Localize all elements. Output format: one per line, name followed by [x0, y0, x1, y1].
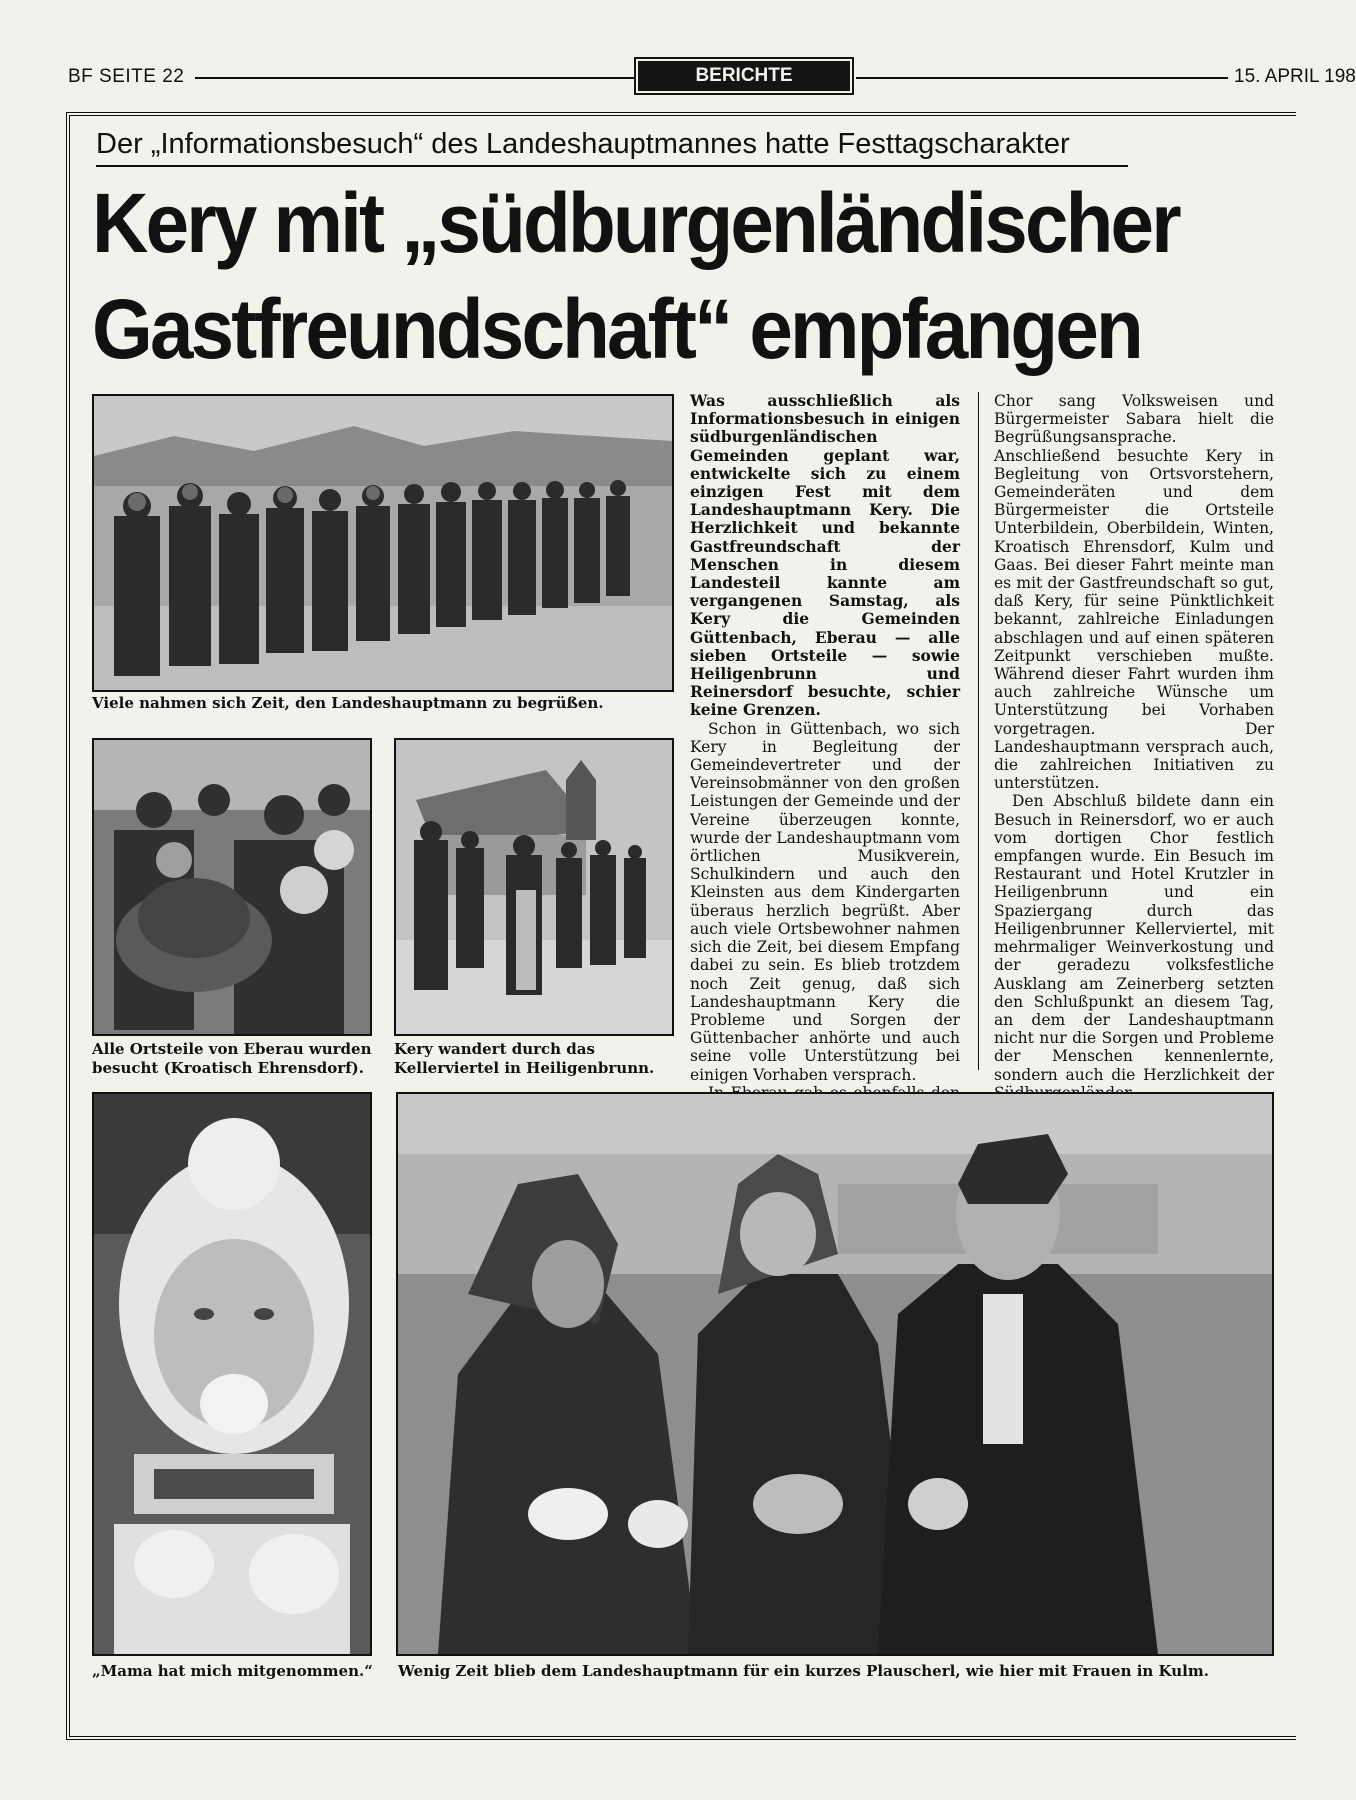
caption-crowd: Viele nahmen sich Zeit, den Landeshauptmann zu begrüßen.: [92, 694, 604, 712]
header-rule-right: [856, 77, 1228, 79]
article-paragraph: Schon in Güttenbach, wo sich Kery in Begleitung der Gemeindevertreter und der Vereinsobmänner von den großen Leistungen der Gemeinde und der Vereine überzeugen konnte, wurde der Landeshauptmann vom örtlichen Musikverein, Schulkindern und auch den Kleinsten aus dem Kindergarten überaus herzlich begrüßt. Aber auch viele Ortsbewohner nahmen sich die Zeit, bei diesem Empfang dabei zu sein. Es blieb trotzdem noch Zeit genug, daß sich Landeshauptmann Kery die Probleme und Sorgen der Güttenbacher anhörte und auch seine volle Unterstützung bei einigen Vorhaben versprach.: [690, 719, 960, 1084]
photo-baby: [92, 1092, 372, 1656]
article-column-2: [994, 392, 1274, 1102]
kicker-rule: [96, 165, 1128, 167]
caption-eberau: Alle Ortsteile von Eberau wurden besucht (Kroatisch Ehrensdorf).: [92, 1040, 372, 1077]
section-label: BERICHTE: [638, 61, 850, 91]
headline-line-2: Gastfreundschaft“ empfangen: [92, 282, 1141, 376]
article-paragraph: Chor sang Volksweisen und Bürgermeister Sabara hielt die Begrüßungsansprache. Anschließend besuchte Kery in Begleitung von Ortsvorstehern, Gemeinderäten und dem Bürgermeister die Ortsteile Unterbildein, Oberbildein, Winten, Kroatisch Ehrensdorf, Kulm und Gaas. Bei dieser Fahrt meinte man es mit der Gastfreundschaft so gut, daß Kery, für seine Pünktlichkeit bekannt, zahlreiche Einladungen abschlagen und auf einen späteren Zeitpunkt verschieben mußte. Während dieser Fahrt wurden ihm auch zahlreiche Wünsche um Unterstützung bei Vorhaben vorgetragen. Der Landeshauptmann versprach auch, die zahlreichen Initiativen zu unterstützen.: [994, 392, 1274, 793]
article-column-1: [690, 392, 960, 1175]
photo-kellerviertel: [394, 738, 674, 1036]
page-number: BF SEITE 22: [68, 66, 185, 87]
caption-kulm: Wenig Zeit blieb dem Landeshauptmann für ein kurzes Plauscherl, wie hier mit Frauen in Kulm.: [398, 1662, 1209, 1680]
caption-kellerviertel: Kery wandert durch das Kellerviertel in Heiligenbrunn.: [394, 1040, 655, 1077]
issue-date: 15. APRIL 198: [1234, 66, 1356, 87]
page-header: [68, 65, 1356, 96]
caption-baby: „Mama hat mich mitgenommen.“: [92, 1662, 373, 1680]
header-rule-left: [195, 77, 635, 79]
photo-kulm: [396, 1092, 1274, 1656]
headline-line-1: Kery mit „südburgenländischer: [92, 176, 1179, 270]
photo-crowd: [92, 394, 674, 692]
photo-eberau: [92, 738, 372, 1036]
kicker-line: Der „Informationsbesuch“ des Landeshauptmannes hatte Festtagscharakter: [96, 128, 1070, 160]
column-rule: [978, 392, 979, 1070]
article-paragraph: Den Abschluß bildete dann ein Besuch in Reinersdorf, wo er auch vom dortigen Chor festlich empfangen wurde. Ein Besuch im Restaurant und Hotel Krutzler in Heiligenbrunn und ein Spaziergang durch das Heiligenbrunner Kellerviertel, mit mehrmaliger Weinverkostung und der geradezu volksfestliche Ausklang am Zeinerberg setzten den Schlußpunkt an diesem Tag, an dem der Landeshauptmann nicht nur die Sorgen und Probleme der Menschen kennenlernte, sondern auch die Herzlichkeit der: [994, 792, 1274, 1084]
headline: [92, 170, 1208, 382]
article-lead: Was ausschließlich als Informationsbesuch in einigen südburgenländischen Gemeinden geplant war, entwickelte sich zu einem einzigen Fest mit dem Landeshauptmann Kery. Die Herzlichkeit und bekannte Gastfreundschaft der Menschen in diesem Landesteil kannte am vergangenen Samstag, als Kery die Gemeinden Güttenbach, Eberau — alle sieben Ortsteile — sowie Heiligenbrunn und Reinersdorf besuchte, schier keine Grenzen.: [690, 391, 960, 720]
